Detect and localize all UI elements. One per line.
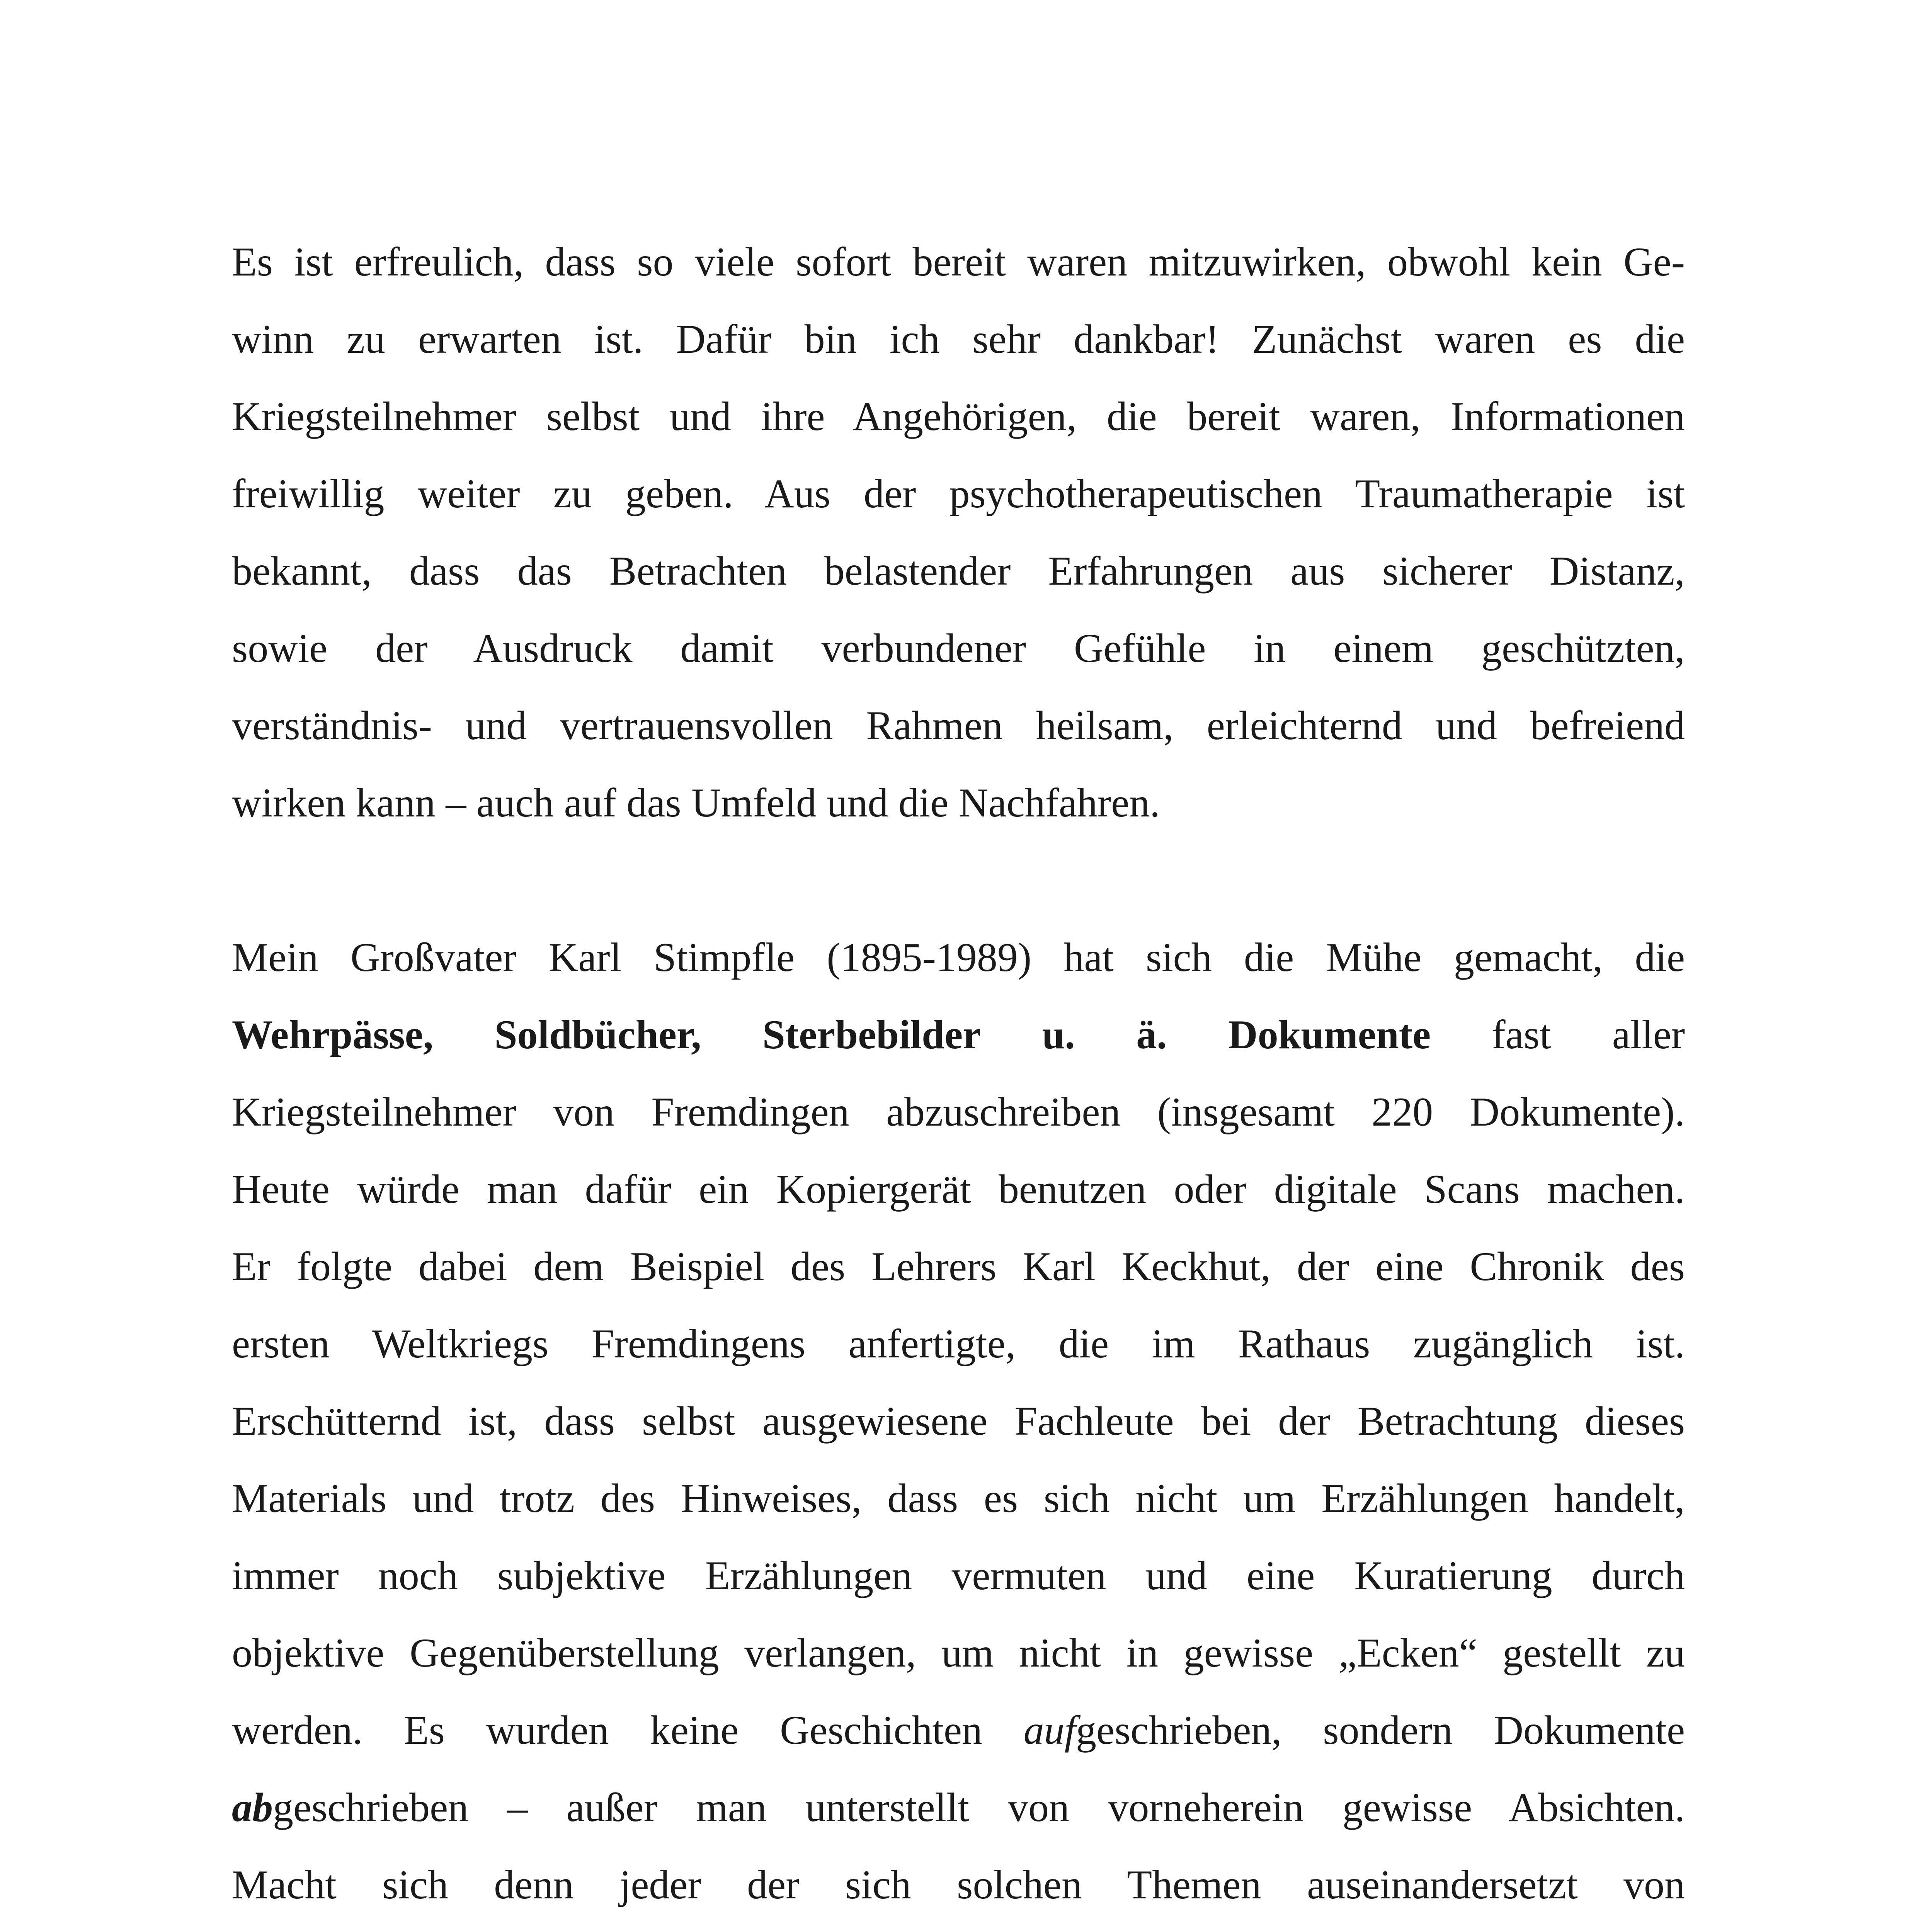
- text-segment: geschrieben, sondern Dokumente: [1076, 1708, 1685, 1753]
- bold-term: Sterbebilder: [762, 1012, 981, 1057]
- text-line: [232, 1923, 1685, 1932]
- text-line: objektive Gegenüberstellung verlangen, um nicht in gewisse „Ecken“ gestellt zu: [232, 1630, 1685, 1675]
- paragraph-1: [232, 223, 1685, 842]
- text-line: bekannt, dass das Betrachten belastender Erfahrungen aus sicherer Distanz,: [232, 548, 1685, 594]
- text-line-italic-auf: [232, 1692, 1685, 1769]
- text-line: Materials und trotz des Hinweises, dass es sich nicht um Erzählungen handelt,: [232, 1476, 1685, 1521]
- text-line: Erschütternd ist, dass selbst ausgewiesene Fachleute bei der Betrachtung dieses: [232, 1398, 1685, 1444]
- bold-term: ä.: [1136, 1012, 1167, 1057]
- text-segment: geschrieben – außer man unterstellt von vorneherein gewisse Absichten.: [273, 1785, 1685, 1830]
- bold-italic-emphasis: [232, 1785, 273, 1830]
- bold-term: u.: [1042, 1012, 1075, 1057]
- text-line: Kriegsteilnehmer selbst und ihre Angehörigen, die bereit waren, Informationen: [232, 394, 1685, 439]
- text-line: sowie der Ausdruck damit verbundener Gefühle in einem geschützten,: [232, 626, 1685, 671]
- text-line: Es ist erfreulich, dass so viele sofort bereit waren mitzuwirken, obwohl kein Ge-: [232, 239, 1685, 284]
- bold-term: Dokumente: [1228, 1012, 1431, 1057]
- word: aller: [1612, 1012, 1685, 1057]
- text-segment: werden. Es wurden keine Geschichten: [232, 1708, 1024, 1753]
- word: fast: [1492, 1012, 1551, 1057]
- text-line: Kriegsteilnehmer von Fremdingen abzuschreiben (insgesamt 220 Dokumente).: [232, 1089, 1685, 1134]
- text-line: verständnis- und vertrauensvollen Rahmen heilsam, erleichternd und befreiend: [232, 703, 1685, 748]
- text-line: Er folgte dabei dem Beispiel des Lehrers Karl Keckhut, der eine Chronik des: [232, 1244, 1685, 1289]
- bold-term: Soldbücher,: [494, 1012, 701, 1057]
- text-line: ersten Weltkriegs Fremdingens anfertigte, die im Rathaus zugänglich ist.: [232, 1321, 1685, 1366]
- italic-emphasis: auf: [1023, 1708, 1076, 1753]
- text-line: wirken kann – auch auf das Umfeld und die Nachfahren.: [232, 780, 1160, 825]
- text-line: Macht sich denn jeder der sich solchen Themen auseinandersetzt von: [232, 1862, 1685, 1907]
- paragraph-2: [232, 919, 1685, 1932]
- text-line: Mein Großvater Karl Stimpfle (1895-1989) hat sich die Mühe gemacht, die: [232, 935, 1685, 980]
- text-line: immer noch subjektive Erzählungen vermuten und eine Kuratierung durch: [232, 1553, 1685, 1598]
- text-line-bold-italic-ab: [232, 1769, 1685, 1846]
- text-line-bold-documents: [232, 996, 1685, 1073]
- bold-italic-text: ab: [232, 1785, 273, 1830]
- bold-term: Wehrpässe,: [232, 1012, 434, 1057]
- text-line: freiwillig weiter zu geben. Aus der psychotherapeutischen Traumatherapie ist: [232, 471, 1685, 516]
- text-line: winn zu erwarten ist. Dafür bin ich sehr dankbar! Zunächst waren es die: [232, 316, 1685, 362]
- text-line: Heute würde man dafür ein Kopiergerät benutzen oder digitale Scans machen.: [232, 1167, 1685, 1212]
